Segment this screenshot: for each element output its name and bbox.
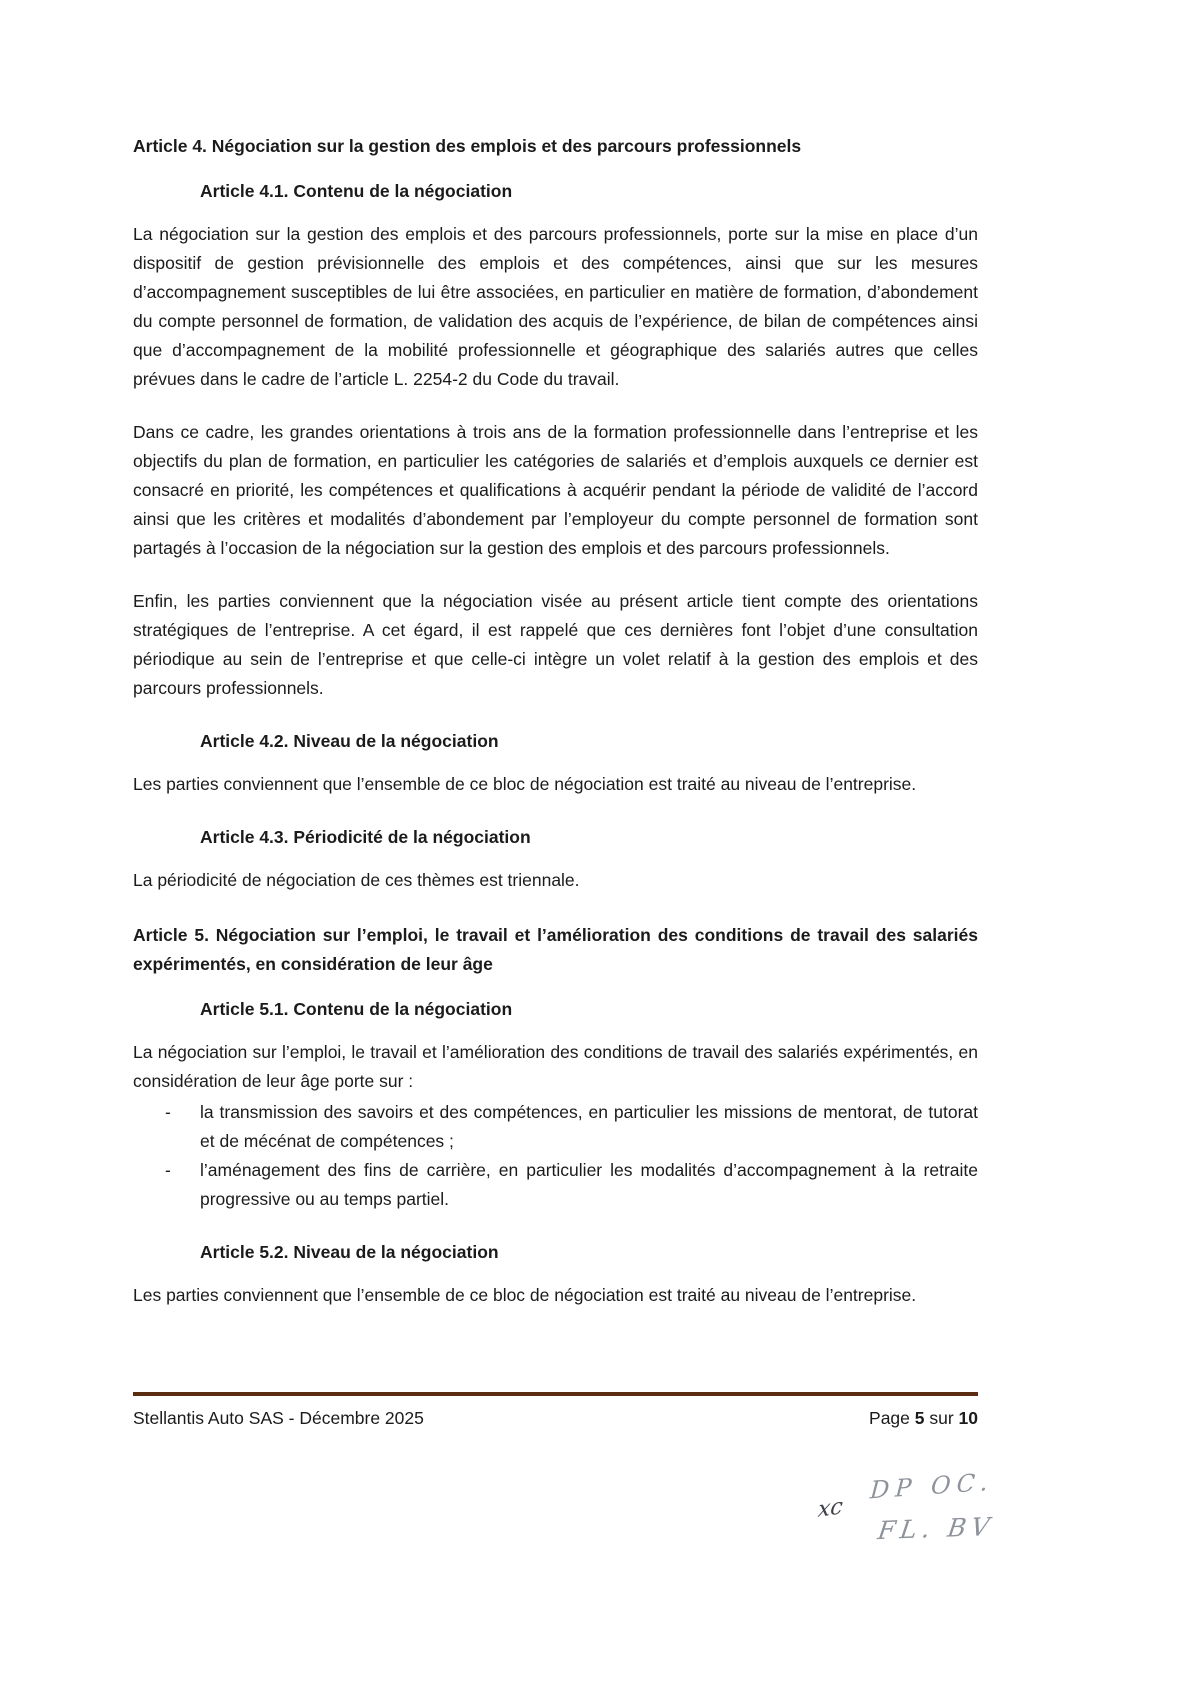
list-item-text: la transmission des savoirs et des compétences, en particulier les missions de mentorat, de tutorat et de mécénat de compétences ; xyxy=(200,1102,978,1151)
article-5-heading: Article 5. Négociation sur l’emploi, le travail et l’amélioration des conditions de travail des salariés expérimentés, en considération de leur âge xyxy=(133,925,978,974)
page-footer xyxy=(133,1392,978,1431)
article-5-1-list xyxy=(133,1098,978,1214)
footer-sur-label: sur xyxy=(924,1408,959,1428)
list-item xyxy=(133,1156,978,1214)
handwritten-initials-line2: FL. BV xyxy=(875,1511,997,1546)
footer-company-date: Stellantis Auto SAS - Décembre 2025 xyxy=(133,1408,424,1428)
footer-page-total: 10 xyxy=(958,1408,978,1428)
list-dash-marker: - xyxy=(165,1102,171,1122)
handwritten-initials-annotation xyxy=(800,1462,1020,1572)
article-4-heading: Article 4. Négociation sur la gestion des emplois et des parcours professionnels xyxy=(133,136,802,156)
article-5-2-paragraph: Les parties conviennent que l’ensemble de ce bloc de négociation est traité au niveau de l’entreprise. xyxy=(133,1285,917,1305)
handwritten-initials-line1: DP OC. xyxy=(869,1467,995,1505)
article-4-1-heading: Article 4.1. Contenu de la négociation xyxy=(200,181,513,201)
article-4-3-paragraph: La périodicité de négociation de ces thèmes est triennale. xyxy=(133,870,580,890)
list-dash-marker: - xyxy=(165,1160,171,1180)
list-item xyxy=(133,1098,978,1156)
footer-page-label: Page xyxy=(869,1408,915,1428)
document-content xyxy=(133,132,978,1334)
article-4-3-heading: Article 4.3. Périodicité de la négociation xyxy=(200,827,531,847)
article-4-1-paragraph-2: Dans ce cadre, les grandes orientations à trois ans de la formation professionnelle dans l’entreprise et les objectifs du plan de formation, en particulier les catégories de salariés et d’emplois auxquels ce dernier est consacré en priorité, les compétences et qualifications à acquérir pendant la période de validité de l’accord ainsi que les critères et modalités d’abondement par l’employeur du compte personnel de formation sont partagés à l’occasion de la négociation sur la gestion des emplois et des parcours professionnels. xyxy=(133,422,978,558)
list-item-text: l’aménagement des fins de carrière, en particulier les modalités d’accompagnement à la retraite progressive ou au temps partiel. xyxy=(200,1160,978,1209)
article-5-1-intro: La négociation sur l’emploi, le travail et l’amélioration des conditions de travail des salariés expérimentés, en considération de leur âge porte sur : xyxy=(133,1042,978,1091)
footer-divider-rule xyxy=(133,1392,978,1396)
article-4-2-heading: Article 4.2. Niveau de la négociation xyxy=(200,731,499,751)
footer-page-number: 5 xyxy=(914,1408,925,1428)
article-5-1-heading: Article 5.1. Contenu de la négociation xyxy=(200,999,513,1019)
article-4-2-paragraph: Les parties conviennent que l’ensemble de ce bloc de négociation est traité au niveau de l’entreprise. xyxy=(133,774,917,794)
article-5-2-heading: Article 5.2. Niveau de la négociation xyxy=(200,1242,499,1262)
article-4-1-paragraph-1: La négociation sur la gestion des emplois et des parcours professionnels, porte sur la mise en place d’un dispositif de gestion prévisionnelle des emplois et des compétences, ainsi que sur les mesures d’accompagnement susceptibles de lui être associées, en particulier en matière de formation, d’abondement du compte personnel de formation, de validation des acquis de l’expérience, de bilan de compétences ainsi que d’accompagnement de la mobilité professionnelle et géographique des salariés autres que celles prévues dans le cadre de l’article L. 2254-2 du Code du travail. xyxy=(133,224,978,389)
article-4-1-paragraph-3: Enfin, les parties conviennent que la négociation visée au présent article tient compte des orientations stratégiques de l’entreprise. A cet égard, il est rappelé que ces dernières font l’objet d’une consultation périodique au sein de l’entreprise et que celle-ci intègre un volet relatif à la gestion des emplois et des parcours professionnels. xyxy=(133,591,978,698)
handwritten-initials-xc: xc xyxy=(816,1493,844,1524)
footer-page-info xyxy=(869,1405,978,1431)
footer-row xyxy=(133,1405,978,1431)
